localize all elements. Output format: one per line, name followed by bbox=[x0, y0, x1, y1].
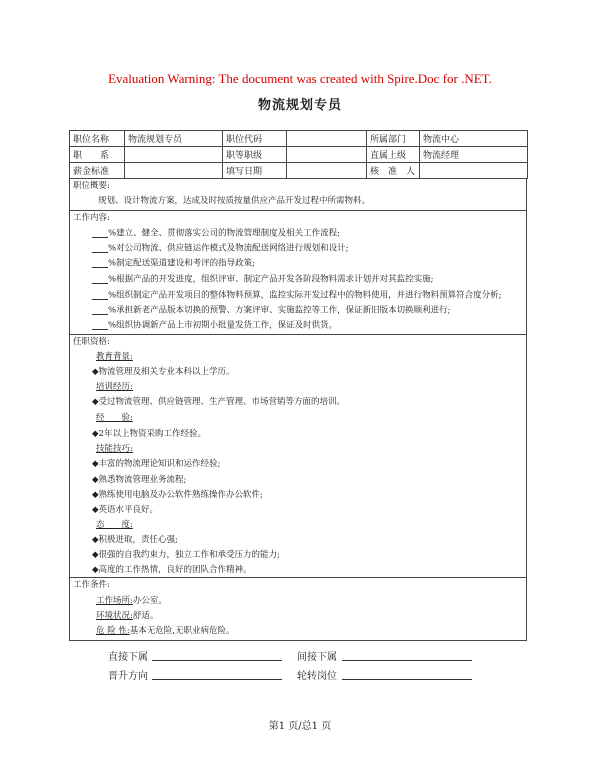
list-item: %根据产品的开发进度，组织评审、制定产品开发各阶段物料需求计划并对其监控实施; bbox=[92, 275, 433, 284]
duties-section bbox=[69, 211, 527, 335]
table-cell bbox=[125, 163, 223, 179]
table-cell bbox=[420, 163, 528, 179]
attitude-label: 态 度: bbox=[96, 520, 133, 530]
list-item: ◆受过物流管理、供应链管理、生产管理、市场营销等方面的培训。 bbox=[92, 397, 346, 407]
list-item: %对公司物流、供应链运作模式及物流配送网络进行规划和设计; bbox=[92, 244, 348, 253]
table-cell: 直属上级 bbox=[367, 147, 420, 163]
table-cell: 核 准 人 bbox=[367, 163, 420, 179]
list-item: %承担新老产品版本切换的预警、方案评审、实施监控等工作，保证新旧版本切换顺利进行; bbox=[92, 306, 450, 315]
table-cell bbox=[287, 131, 367, 147]
list-item: %制定配送渠道建设和考评的指导政策; bbox=[92, 259, 255, 268]
promotion-label: 晋升方向 bbox=[108, 671, 148, 682]
table-cell: 物流中心 bbox=[420, 131, 528, 147]
table-cell: 物流经理 bbox=[420, 147, 528, 163]
direct-subordinate-label: 直接下属 bbox=[108, 652, 148, 663]
job-info-table bbox=[69, 130, 528, 179]
list-item: %建立、健全、贯彻落实公司的物流管理制度及相关工作流程; bbox=[92, 229, 340, 238]
list-item: %组织制定产品开发项目的整体物料预算，监控实际开发过程中的物料使用，并进行物料预算符合度分析; bbox=[92, 291, 501, 300]
table-cell: 职 系 bbox=[70, 147, 125, 163]
list-item: ◆熟练使用电脑及办公软件熟练操作办公软件; bbox=[92, 490, 263, 500]
table-row bbox=[70, 131, 528, 147]
list-item: ◆2年以上物资采购工作经验。 bbox=[92, 429, 206, 439]
table-cell: 职位名称 bbox=[70, 131, 125, 147]
list-item: %组织协调新产品上市初期小批量发货工作，保证及时供货。 bbox=[92, 321, 337, 330]
training-label: 培训经历: bbox=[96, 382, 133, 392]
table-cell bbox=[287, 163, 367, 179]
overview-heading: 职位概要: bbox=[73, 181, 110, 191]
work-environment: 环境状况:舒适。 bbox=[96, 611, 159, 621]
overview-text: 规划、设计物流方案，达成及时按质按量供应产品开发过程中所需物料。 bbox=[98, 196, 371, 206]
duties-heading: 工作内容: bbox=[73, 213, 110, 223]
list-item: ◆熟悉物流管理业务流程; bbox=[92, 475, 187, 485]
skills-label: 技能技巧: bbox=[96, 444, 133, 454]
page-footer: 第1 页/总1 页 bbox=[268, 721, 332, 732]
direct-subordinate-line bbox=[152, 659, 282, 661]
table-cell: 填写日期 bbox=[223, 163, 287, 179]
qualifications-heading: 任职资格: bbox=[73, 337, 110, 347]
work-place: 工作场所:办公室。 bbox=[96, 596, 167, 606]
promotion-line bbox=[152, 678, 282, 680]
conditions-section bbox=[69, 578, 527, 641]
work-risk: 危 险 性:基本无危险,无职业病危险。 bbox=[96, 626, 235, 636]
table-row bbox=[70, 163, 528, 179]
table-cell: 职等职级 bbox=[223, 147, 287, 163]
rotation-label: 轮转岗位 bbox=[297, 671, 337, 682]
list-item: ◆丰富的物流理论知识和运作经验; bbox=[92, 459, 221, 469]
table-row bbox=[70, 147, 528, 163]
list-item: ◆高度的工作热情，良好的团队合作精神。 bbox=[92, 565, 252, 575]
conditions-heading: 工作条件: bbox=[73, 580, 110, 590]
list-item: ◆物流管理及相关专业本科以上学历。 bbox=[92, 367, 235, 377]
table-cell bbox=[287, 147, 367, 163]
indirect-subordinate-label: 间接下属 bbox=[297, 652, 337, 663]
table-cell: 薪金标准 bbox=[70, 163, 125, 179]
list-item: ◆积极进取，责任心强; bbox=[92, 535, 178, 545]
list-item: ◆很强的自我约束力，独立工作和承受压力的能力; bbox=[92, 550, 280, 560]
qualifications-section bbox=[69, 335, 527, 578]
experience-label: 经 验: bbox=[96, 413, 133, 423]
table-cell bbox=[125, 147, 223, 163]
evaluation-warning: Evaluation Warning: The document was created with Spire.Doc for .NET. bbox=[108, 71, 492, 86]
table-cell: 所属部门 bbox=[367, 131, 420, 147]
overview-section bbox=[69, 179, 527, 211]
table-cell: 物流规划专员 bbox=[125, 131, 223, 147]
page-title: 物流规划专员 bbox=[257, 98, 342, 113]
rotation-line bbox=[342, 678, 472, 680]
table-cell: 职位代码 bbox=[223, 131, 287, 147]
indirect-subordinate-line bbox=[342, 659, 472, 661]
list-item: ◆英语水平良好。 bbox=[92, 505, 159, 515]
education-label: 教育背景: bbox=[96, 352, 133, 362]
